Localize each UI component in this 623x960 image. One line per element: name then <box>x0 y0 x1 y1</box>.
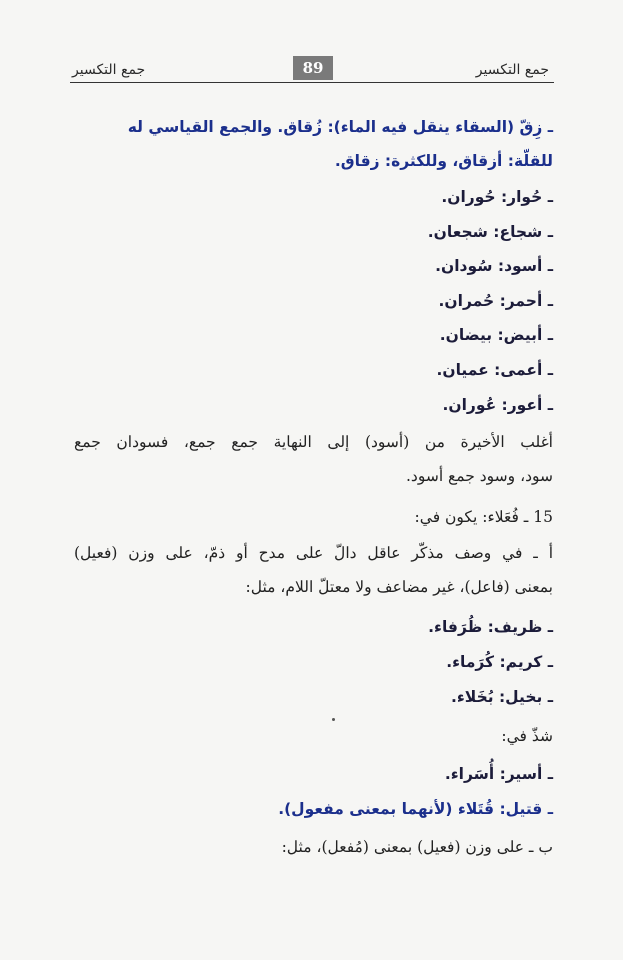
bullet-line: ـ شجاع: شجعان. <box>427 223 553 241</box>
header-rule <box>70 82 554 83</box>
paragraph-line: ب ـ على وزن (فعيل) بمعنى (مُفعل)، مثل: <box>281 838 553 856</box>
paragraph-line: أ ـ في وصف مذكّر عاقل دالّ على مدح أو ذمّ، على وزن (فعيل) <box>74 544 553 562</box>
bullet-line: ـ أعور: عُوران. <box>442 396 553 414</box>
bullet-line: ـ أحمر: حُمران. <box>438 292 553 310</box>
bullet-line: ـ كريم: كُرَماء. <box>446 653 553 671</box>
bullet-line: ـ حُوار: حُوران. <box>441 188 553 206</box>
bullet-line: ـ ظريف: ظُرَفاء. <box>428 618 553 636</box>
bullet-line: ـ أعمى: عميان. <box>436 361 553 379</box>
bullet-line: ـ أسير: أُسَراء. <box>444 765 553 783</box>
bullet-line: ـ أبيض: بيضان. <box>439 326 553 344</box>
paragraph-line: أغلب الأخيرة من (أسود) إلى النهاية جمع جمع، فسودان جمع <box>74 433 553 451</box>
bullet-line: ـ بخيل: بُخَلاء. <box>450 688 553 706</box>
page-number: 89 <box>293 56 333 80</box>
paragraph-line: سود، وسود جمع أسود. <box>406 467 553 485</box>
paragraph-line: بمعنى (فاعل)، غير مضاعف ولا معتلّ اللام، مثل: <box>245 578 553 596</box>
paragraph-line: شذّ في: <box>501 727 553 745</box>
bullet-line-continued: للقلّة: أزقاق، وللكثرة: زقاق. <box>334 152 553 170</box>
speck <box>332 718 335 721</box>
running-header-right: جمع التكسير <box>475 62 549 78</box>
bullet-line: ـ زِقّ (السقاء ينقل فيه الماء): زُقاق. والجمع القياسي له <box>127 118 553 136</box>
bullet-line: ـ أسود: سُودان. <box>435 257 553 275</box>
bullet-line: ـ قتيل: قُتَلاء (لأنهما بمعنى مفعول). <box>278 800 553 818</box>
running-header-left: جمع التكسير <box>72 62 146 78</box>
section-heading-15: 15 ـ فُعَلاء: يكون في: <box>414 508 553 526</box>
